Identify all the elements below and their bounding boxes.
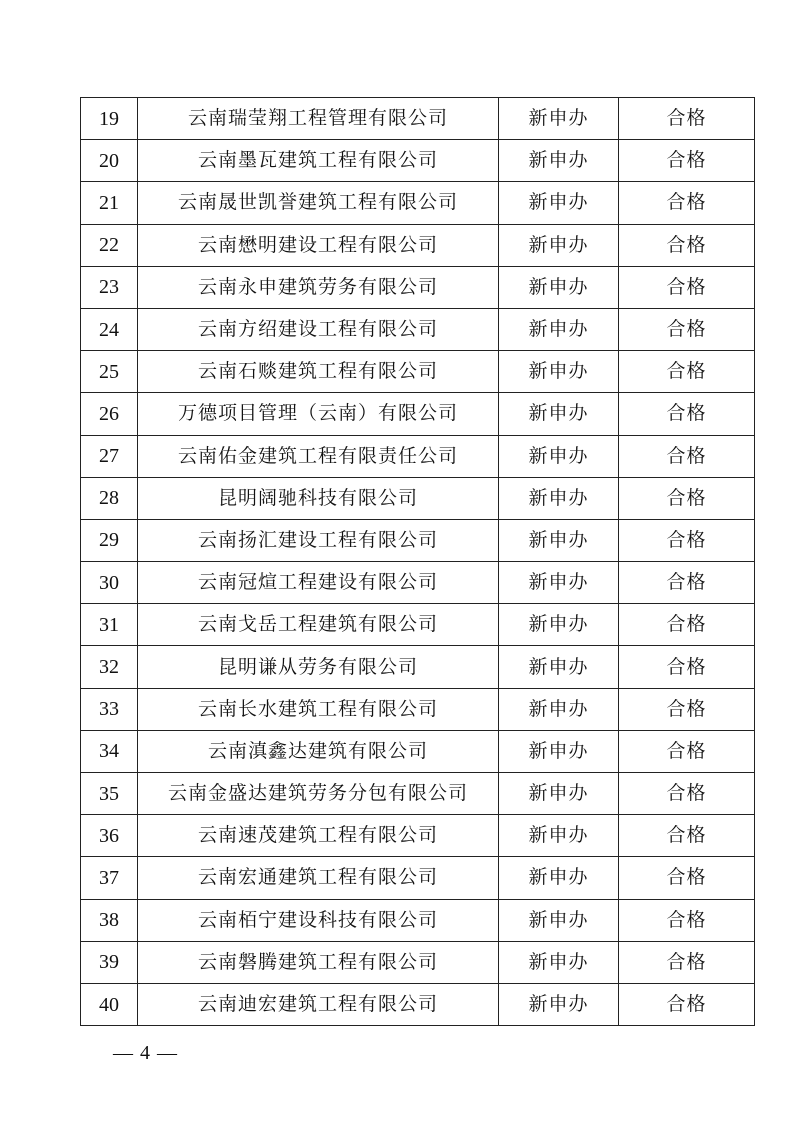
row-number: 22 xyxy=(81,224,138,266)
application-type: 新申办 xyxy=(499,857,619,899)
company-name: 云南迪宏建筑工程有限公司 xyxy=(138,983,499,1025)
table-row xyxy=(81,519,755,561)
table-row xyxy=(81,182,755,224)
row-number: 31 xyxy=(81,604,138,646)
company-name: 云南滇鑫达建筑有限公司 xyxy=(138,730,499,772)
results-table xyxy=(80,97,755,1026)
review-result: 合格 xyxy=(619,224,755,266)
company-name: 云南速茂建筑工程有限公司 xyxy=(138,815,499,857)
row-number: 24 xyxy=(81,308,138,350)
row-number: 26 xyxy=(81,393,138,435)
table-row xyxy=(81,730,755,772)
table-row xyxy=(81,140,755,182)
application-type: 新申办 xyxy=(499,773,619,815)
table-row xyxy=(81,266,755,308)
table-row xyxy=(81,604,755,646)
application-type: 新申办 xyxy=(499,646,619,688)
table-row xyxy=(81,688,755,730)
application-type: 新申办 xyxy=(499,393,619,435)
row-number: 23 xyxy=(81,266,138,308)
review-result: 合格 xyxy=(619,435,755,477)
review-result: 合格 xyxy=(619,98,755,140)
row-number: 36 xyxy=(81,815,138,857)
row-number: 19 xyxy=(81,98,138,140)
row-number: 37 xyxy=(81,857,138,899)
row-number: 27 xyxy=(81,435,138,477)
application-type: 新申办 xyxy=(499,98,619,140)
review-result: 合格 xyxy=(619,562,755,604)
company-name: 云南瑞莹翔工程管理有限公司 xyxy=(138,98,499,140)
application-type: 新申办 xyxy=(499,224,619,266)
table-row xyxy=(81,773,755,815)
application-type: 新申办 xyxy=(499,266,619,308)
application-type: 新申办 xyxy=(499,477,619,519)
page-number: — 4 — xyxy=(113,1042,178,1064)
row-number: 38 xyxy=(81,899,138,941)
row-number: 39 xyxy=(81,941,138,983)
review-result: 合格 xyxy=(619,351,755,393)
review-result: 合格 xyxy=(619,983,755,1025)
review-result: 合格 xyxy=(619,773,755,815)
company-name: 云南石赕建筑工程有限公司 xyxy=(138,351,499,393)
application-type: 新申办 xyxy=(499,562,619,604)
row-number: 25 xyxy=(81,351,138,393)
company-name: 云南墨瓦建筑工程有限公司 xyxy=(138,140,499,182)
review-result: 合格 xyxy=(619,477,755,519)
review-result: 合格 xyxy=(619,857,755,899)
company-name: 昆明阔驰科技有限公司 xyxy=(138,477,499,519)
review-result: 合格 xyxy=(619,140,755,182)
row-number: 28 xyxy=(81,477,138,519)
review-result: 合格 xyxy=(619,646,755,688)
application-type: 新申办 xyxy=(499,435,619,477)
table-row xyxy=(81,435,755,477)
table-row xyxy=(81,899,755,941)
company-name: 云南懋明建设工程有限公司 xyxy=(138,224,499,266)
company-name: 云南金盛达建筑劳务分包有限公司 xyxy=(138,773,499,815)
table-row xyxy=(81,224,755,266)
application-type: 新申办 xyxy=(499,519,619,561)
application-type: 新申办 xyxy=(499,983,619,1025)
table-row xyxy=(81,857,755,899)
row-number: 20 xyxy=(81,140,138,182)
table-body xyxy=(81,98,755,1026)
review-result: 合格 xyxy=(619,688,755,730)
company-name: 云南晟世凯誉建筑工程有限公司 xyxy=(138,182,499,224)
row-number: 33 xyxy=(81,688,138,730)
row-number: 30 xyxy=(81,562,138,604)
company-name: 云南方绍建设工程有限公司 xyxy=(138,308,499,350)
company-name: 云南栢宁建设科技有限公司 xyxy=(138,899,499,941)
company-name: 云南长水建筑工程有限公司 xyxy=(138,688,499,730)
review-result: 合格 xyxy=(619,730,755,772)
company-name: 云南佑金建筑工程有限责任公司 xyxy=(138,435,499,477)
table-row xyxy=(81,941,755,983)
company-name: 云南冠煊工程建设有限公司 xyxy=(138,562,499,604)
table-row xyxy=(81,983,755,1025)
table-row xyxy=(81,351,755,393)
application-type: 新申办 xyxy=(499,604,619,646)
company-name: 云南磐腾建筑工程有限公司 xyxy=(138,941,499,983)
review-result: 合格 xyxy=(619,182,755,224)
review-result: 合格 xyxy=(619,815,755,857)
review-result: 合格 xyxy=(619,308,755,350)
application-type: 新申办 xyxy=(499,941,619,983)
row-number: 40 xyxy=(81,983,138,1025)
application-type: 新申办 xyxy=(499,815,619,857)
row-number: 29 xyxy=(81,519,138,561)
application-type: 新申办 xyxy=(499,688,619,730)
table-row xyxy=(81,98,755,140)
table-row xyxy=(81,646,755,688)
row-number: 32 xyxy=(81,646,138,688)
company-name: 万德项目管理（云南）有限公司 xyxy=(138,393,499,435)
row-number: 21 xyxy=(81,182,138,224)
application-type: 新申办 xyxy=(499,899,619,941)
row-number: 35 xyxy=(81,773,138,815)
application-type: 新申办 xyxy=(499,351,619,393)
row-number: 34 xyxy=(81,730,138,772)
review-result: 合格 xyxy=(619,604,755,646)
review-result: 合格 xyxy=(619,393,755,435)
application-type: 新申办 xyxy=(499,182,619,224)
table-row xyxy=(81,308,755,350)
review-result: 合格 xyxy=(619,266,755,308)
table-row xyxy=(81,815,755,857)
company-name: 云南宏通建筑工程有限公司 xyxy=(138,857,499,899)
company-name: 云南永申建筑劳务有限公司 xyxy=(138,266,499,308)
application-type: 新申办 xyxy=(499,730,619,772)
application-type: 新申办 xyxy=(499,308,619,350)
table-row xyxy=(81,477,755,519)
review-result: 合格 xyxy=(619,941,755,983)
company-name: 云南扬汇建设工程有限公司 xyxy=(138,519,499,561)
review-result: 合格 xyxy=(619,519,755,561)
review-result: 合格 xyxy=(619,899,755,941)
company-name: 云南戈岳工程建筑有限公司 xyxy=(138,604,499,646)
company-name: 昆明谦从劳务有限公司 xyxy=(138,646,499,688)
table-row xyxy=(81,562,755,604)
application-type: 新申办 xyxy=(499,140,619,182)
table-row xyxy=(81,393,755,435)
